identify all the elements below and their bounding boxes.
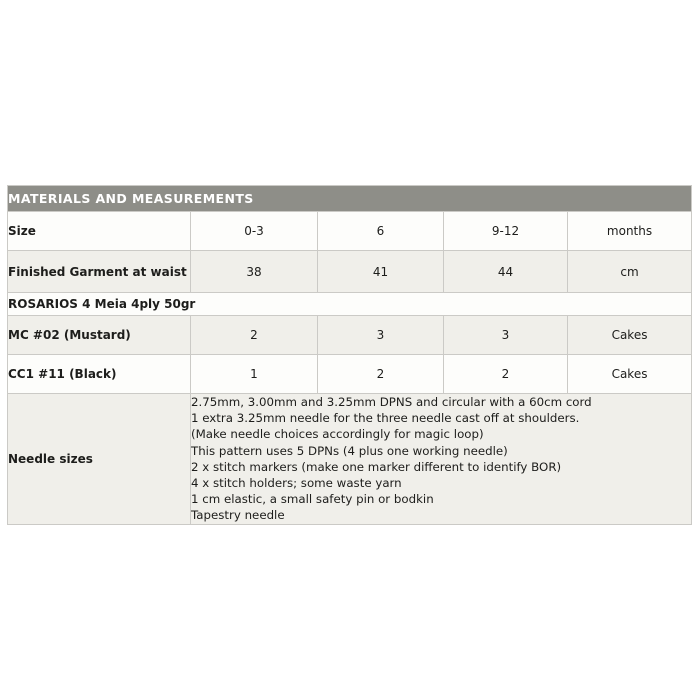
needle-line-7: 1 cm elastic, a small safety pin or bodkin	[191, 492, 434, 507]
row-label-needle-sizes: Needle sizes	[8, 394, 191, 525]
table-row-yarn-section	[8, 293, 692, 316]
needle-line-3: (Make needle choices accordingly for magic loop)	[191, 427, 484, 442]
table-header-row	[8, 186, 692, 212]
cc1-value-col3: 2	[444, 355, 568, 394]
garment-value-col3: 44	[444, 251, 568, 293]
row-label-size: Size	[8, 212, 191, 251]
needle-line-5: 2 x stitch markers (make one marker different to identify BOR)	[191, 459, 562, 474]
cc1-value-col1: 1	[191, 355, 318, 394]
mc-unit: Cakes	[568, 316, 692, 355]
table-row-finished-garment	[8, 251, 692, 293]
materials-table	[7, 185, 692, 525]
size-value-col2: 6	[318, 212, 444, 251]
garment-value-col2: 41	[318, 251, 444, 293]
row-label-mc: MC #02 (Mustard)	[8, 316, 191, 355]
table-row-needle-sizes	[8, 394, 692, 525]
yarn-section-label: ROSARIOS 4 Meia 4ply 50gr	[8, 293, 692, 316]
mc-value-col1: 2	[191, 316, 318, 355]
table-row-cc1	[8, 355, 692, 394]
row-label-cc1: CC1 #11 (Black)	[8, 355, 191, 394]
needle-line-2: 1 extra 3.25mm needle for the three needle cast off at shoulders.	[191, 411, 580, 426]
size-value-col1: 0-3	[191, 212, 318, 251]
size-unit: months	[568, 212, 692, 251]
mc-value-col2: 3	[318, 316, 444, 355]
cc1-unit: Cakes	[568, 355, 692, 394]
needle-sizes-details	[191, 394, 692, 525]
size-value-col3: 9-12	[444, 212, 568, 251]
row-label-finished-garment: Finished Garment at waist	[8, 251, 191, 293]
needle-line-6: 4 x stitch holders; some waste yarn	[191, 476, 402, 491]
table-title: MATERIALS AND MEASUREMENTS	[8, 186, 692, 212]
needle-line-8: Tapestry needle	[191, 508, 285, 523]
table-row-size	[8, 212, 692, 251]
table-row-mc	[8, 316, 692, 355]
needle-line-1: 2.75mm, 3.00mm and 3.25mm DPNS and circular with a 60cm cord	[191, 395, 592, 409]
garment-value-col1: 38	[191, 251, 318, 293]
needle-line-4: This pattern uses 5 DPNs (4 plus one working needle)	[191, 443, 508, 458]
garment-unit: cm	[568, 251, 692, 293]
cc1-value-col2: 2	[318, 355, 444, 394]
mc-value-col3: 3	[444, 316, 568, 355]
